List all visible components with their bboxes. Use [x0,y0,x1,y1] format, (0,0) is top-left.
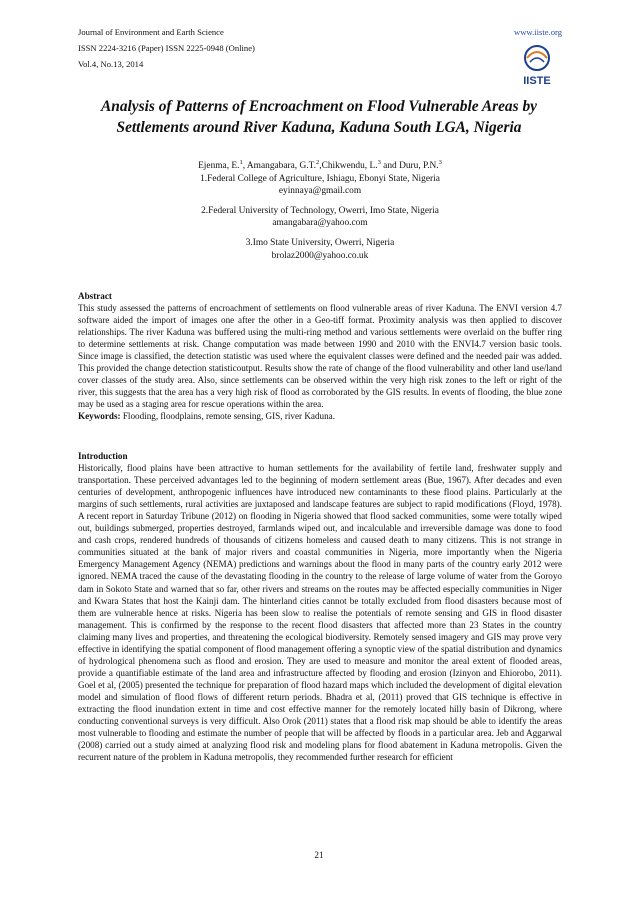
journal-website-link[interactable]: www.iiste.org [514,27,562,37]
journal-volume: Vol.4, No.13, 2014 [78,59,144,69]
introduction-heading: Introduction [78,451,128,461]
journal-issn: ISSN 2224-3216 (Paper) ISSN 2225-0948 (Online) [78,43,255,53]
author-name: Amangabara, G.T. [246,161,316,171]
author-affiliation-mark: 3 [377,158,381,166]
email-2[interactable]: amangabara@yahoo.com [272,218,368,229]
logo-text: IISTE [523,75,551,87]
keywords-text: Flooding, floodplains, remote sensing, GIS, river Kaduna. [122,411,335,422]
abstract-heading: Abstract [78,291,112,301]
author-name: Chikwendu, L. [321,161,378,171]
affiliation-1: 1.Federal College of Agriculture, Ishiagu, Ebonyi State, Nigeria [200,173,440,184]
paper-title: Analysis of Patterns of Encroachment on Flood Vulnerable Areas by Settlements around River Kaduna, Kaduna South LGA, Nigeria [101,98,537,136]
keywords-line [78,410,562,422]
journal-name: Journal of Environment and Earth Science [78,27,224,37]
page-number: 21 [314,850,324,860]
affiliation-2: 2.Federal University of Technology, Owerri, Imo State, Nigeria [201,205,439,216]
abstract-text: This study assessed the patterns of encroachment of settlements on flood vulnerable areas of river Kaduna. The ENVI version 4.7 software aided the import of images one after the other in a Geo-tiff format. Proximity analysis was then applied to discover relationships. The river Kaduna was buffered using the multi-ring method and various settlements were overlaid on the buffer ring to determine settlements at risk. Change computation was made between 1990 and 2010 with the ENVI4.7 version basic tools. Since image is classified, the detection statistic was used where the equivalent classes were defined and the needed pair was added. This provided the change detection statisticoutput. Results show the rate of change of the flood vulnerability and other land use/land cover classes of the study area. Also, since settlements can be observed within the very high risk zones to the left or right of the river, this suggests that the area has a very high risk of flood as corroborated by the GIS results. In events of flooding, the blue zone may be used as a staging area for rescue operations within the area. [78,303,562,410]
author-affiliation-mark: 3 [438,158,442,166]
introduction-text: Historically, flood plains have been attractive to human settlements for the availability of fertile land, freshwater supply and transportation. These perceived advantages led to the beginning of modern settlement areas (Bue, 1967). After decades and even centuries of development, anthropogenic influences have introduced new contaminants to these flood plains. Particularly at the margins of such settlements, rural activities are juxtaposed and landscape features are subject to rapid modifications (Floyd, 1978). A recent report in Saturday Tribune (2012) on flooding in Nigeria showed that flood sacked communities, some were totally wiped out, buildings submerged, properties destroyed, farmlands wiped out, and incalculable and irreversible damage was done to food and cash crops, rendered hundreds of thousands of citizens homeless and caused death to many citizens. This is not strange in communities situated at the bank of major rivers and coastal communities in Nigeria, more importantly when the Nigeria Emergency Management Agency (NEMA) predictions and warnings about the flood in many parts of the country early 2012 were ignored. NEMA traced the cause of the devastating flooding in the country to the release of large volume of water from the Goroyo dam in Sokoto State and warned that so far, other rivers and streams on the routes may be affected especially communities in Niger and Kwara States that host the Kainji dam. The hinterland cities cannot be totally excluded from flood disasters because most of them are vulnerable hence at risks. Nigeria has been slow to realise the potentials of remote sensing and GIS in flood disaster management. This is confirmed by the response to the recent flood disasters that affected more than 23 States in the country claiming many lives and properties, and threatening the ecological biodiversity. Remotely sensed imagery and GIS may prove very effective in identifying the spatial component of flood management offering a synoptic view of the spatial distribution and dynamics of hydrological phenomena such as flood and erosion. They are used to measure and monitor the areal extent of flooded areas, provide a quantifiable estimate of the land area and infrastructure affected by flooding and erosion (Izinyon and Ehiorobo, 2011). Goel et al, (2005) presented the technique for preparation of flood hazard maps which included the development of digital elevation model and simulation of flood flows of different return periods. Bhadra et al, (2011) proved that GIS technique is effective in extracting the flood inundation extent in time and cost effective manner for the remotely located hilly basin of Dikrong, where conducting conventional surveys is very difficult. Also Orok (2011) states that a flood risk map should be able to identify the areas most vulnerable to flooding and estimate the number of people that will be affected by floods in a particular area. Jeb and Aggarwal (2008) carried out a study aimed at analyzing flood risk and modeling plans for flood abatement in Kaduna metropolis. Given the recurrent nature of the problem in Kaduna metropolis, they recommended further research for efficient [78,463,562,763]
author-block [80,160,560,262]
author-name: Ejenma, E. [198,161,240,171]
affiliation-3: 3.Imo State University, Owerri, Nigeria [245,237,395,248]
author-list: Ejenma, E.$^1$, Amangabara, G.T.$^2$,Chikwendu, L.$^3$ and Duru, P.N.$^3$ [198,158,442,171]
journal-header [78,24,255,72]
author-name: Duru, P.N. [399,161,439,171]
keywords-label: Keywords: [78,411,121,422]
iiste-logo [513,44,561,88]
abstract-section [78,290,562,423]
introduction-section [78,450,562,763]
email-3[interactable]: brolaz2000@yahoo.co.uk [271,250,369,261]
author-affiliation-mark: 1 [239,158,243,166]
author-affiliation-mark: 2 [315,158,320,166]
email-1[interactable]: eyinnaya@gmail.com [278,186,362,197]
